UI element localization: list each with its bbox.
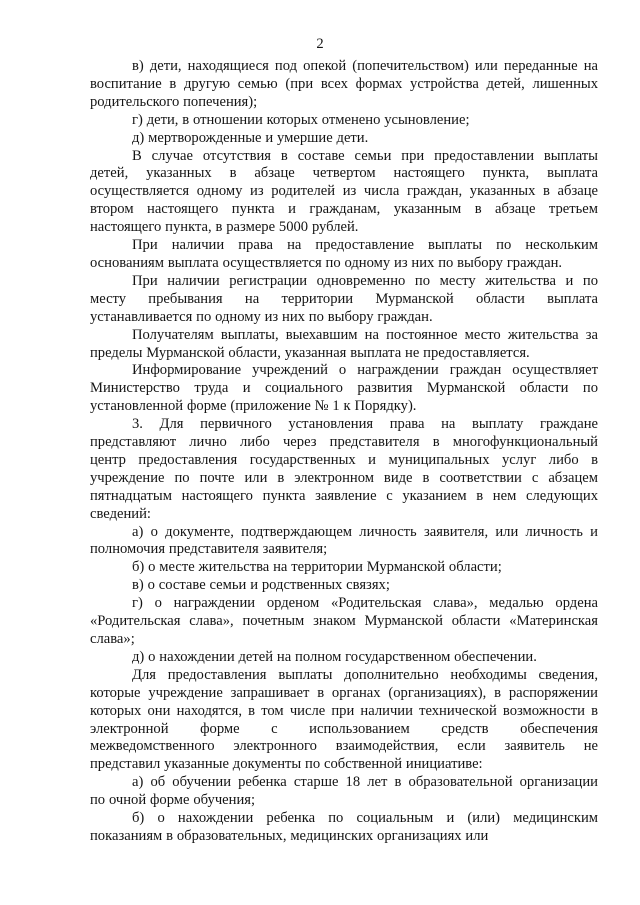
text-line: слава»; (90, 631, 135, 647)
paragraph (90, 595, 598, 649)
text-line: пределы Мурманской области, указанная выплата не предоставляется. (90, 344, 530, 361)
text-line: При наличии права на предоставление выплаты по нескольким (132, 237, 598, 254)
text-line: б) о нахождении ребенка по социальным и (или) медицинским (132, 810, 598, 827)
text-line: а) о документе, подтверждающем личность заявителя, или личность и (132, 523, 598, 540)
text-line: по очной форме обучения; (90, 792, 256, 809)
text-line: д) мертворожденные и умершие дети. (132, 129, 369, 146)
text-line: 3. Для первичного установления права на выплату граждане (132, 416, 598, 433)
text-line: которых они находятся, в том числе при наличии технической возможности в (90, 702, 598, 719)
text-line: Получателям выплаты, выехавшим на постоянное место жительства за (132, 326, 598, 343)
text-line: б) о месте жительства на территории Мурманской области; (132, 559, 502, 576)
text-line: г) дети, в отношении которых отменено усыновление; (132, 111, 470, 128)
text-line: пятнадцатым настоящего пункта заявление с указанием в нем следующих (90, 487, 598, 504)
text-line: д) о нахождении детей на полном государственном обеспечении. (132, 648, 537, 665)
paragraph (90, 649, 598, 667)
text-line: представил указанные документы по собственной инициативе: (90, 756, 483, 773)
text-line: Для предоставления выплаты дополнительно необходимы сведения, (132, 666, 598, 683)
page-number: 2 (316, 36, 324, 52)
text-line: показаниям в образовательных, медицинских организациях или (90, 827, 489, 844)
text-line: воспитание в другую семью (при всех формах устройства детей, лишенных (90, 75, 598, 92)
text-line: г) о награждении орденом «Родительская слава», медалью ордена (132, 595, 598, 612)
text-line: При наличии регистрации одновременно по месту жительства и по (132, 272, 598, 289)
text-line: месту пребывания на территории Мурманской области выплата (90, 290, 598, 307)
text-line: а) об обучении ребенка старше 18 лет в образовательной организации (132, 774, 598, 791)
text-line: в) дети, находящиеся под опекой (попечительством) или переданные на (132, 58, 598, 74)
text-line: Информирование учреждений о награждении граждан осуществляет (132, 362, 598, 379)
text-line: установленной форме (приложение № 1 к Порядку). (90, 398, 417, 415)
text-line: в) о составе семьи и родственных связях; (132, 577, 390, 594)
text-line: полномочия представителя заявителя; (90, 541, 328, 558)
paragraph (90, 273, 598, 327)
paragraph (90, 112, 598, 130)
text-line: представляют лично либо через представителя в многофункциональный (90, 434, 598, 451)
text-line: основаниям выплата осуществляется по одному из них по выбору граждан. (90, 254, 563, 271)
paragraph (90, 577, 598, 595)
text-line: детей, указанных в абзаце четвертом настоящего пункта, выплата (90, 165, 598, 182)
paragraph (90, 58, 598, 112)
text-line: настоящего пункта, в размере 5000 рублей. (90, 219, 359, 236)
text-line: сведений: (90, 505, 151, 522)
text-line: межведомственного электронного взаимодействия, если заявитель не (90, 738, 598, 755)
paragraph (90, 774, 598, 810)
text-line: электронной форме с использованием средств обеспечения (90, 720, 598, 737)
paragraph (90, 327, 598, 363)
paragraph (90, 237, 598, 273)
text-line: Министерство труда и социального развития Мурманской области по (90, 380, 598, 397)
paragraph (90, 362, 598, 416)
paragraph (90, 130, 598, 148)
text-line: В случае отсутствия в составе семьи при предоставлении выплаты (132, 147, 598, 164)
text-line: учреждение по почте или в электронном виде в соответствии с абзацем (90, 469, 598, 486)
document-body (90, 58, 598, 846)
text-line: осуществляется одному из родителей из числа граждан, указанных в абзаце (90, 183, 598, 200)
text-line: центр предоставления государственных и муниципальных услуг либо в (90, 451, 598, 468)
paragraph (90, 148, 598, 238)
text-line: «Родительская слава», почетным знаком Мурманской области «Материнская (90, 613, 598, 630)
text-line: которые учреждение запрашивает в органах (организациях), в распоряжении (90, 684, 598, 701)
paragraph (90, 416, 598, 523)
text-line: устанавливается по одному из них по выбору граждан. (90, 308, 433, 325)
paragraph (90, 559, 598, 577)
text-line: втором настоящего пункта и гражданам, указанным в абзаце третьем (90, 201, 598, 218)
text-line: родительского попечения); (90, 93, 258, 110)
paragraph (90, 667, 598, 774)
paragraph (90, 524, 598, 560)
paragraph (90, 810, 598, 846)
